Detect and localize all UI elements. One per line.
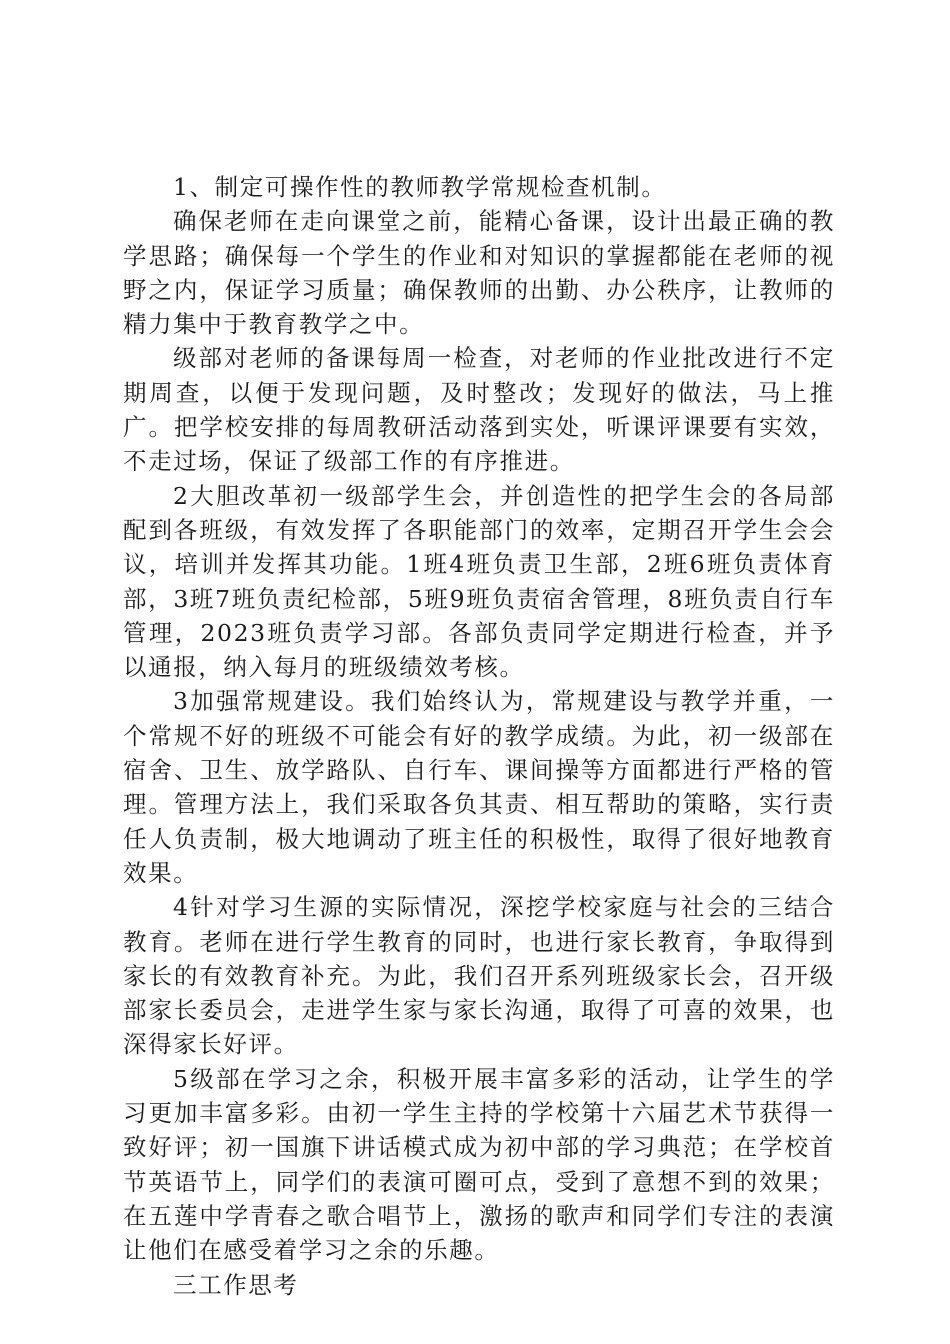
paragraph-checking-mechanism-heading: 1、制定可操作性的教师教学常规检查机制。: [173, 173, 667, 201]
section-heading-work-reflection: 三工作思考: [173, 1270, 299, 1299]
paragraph-activities: 5级部在学习之余，积极开展丰富多彩的活动，让学生的学习更加丰富多彩。由初一学生主持的学校第十六届艺术节获得一致好评；初一国旗下讲话模式成为初中部的学习典范；在学校首节英语节上，同学们的表演可圈可点，受到了意想不到的效果；在五莲中学青春之歌合唱节上，激扬的歌声和同学们专注的表演让他们在感受着学习之余的乐趣。: [123, 1064, 835, 1265]
paragraph-weekly-inspection: 级部对老师的备课每周一检查，对老师的作业批改进行不定期周查，以便于发现问题，及时整改；发现好的做法，马上推广。把学校安排的每周教研活动落到实处，听课评课要有实效，不走过场，保证了级部工作的有序推进。: [123, 344, 835, 476]
paragraph-routine-building: 3加强常规建设。我们始终认为，常规建设与教学并重，一个常规不好的班级不可能会有好的教学成绩。为此，初一级部在宿舍、卫生、放学路队、自行车、课间操等方面都进行严格的管理。管理方法上，我们采取各负其责、相互帮助的策略，实行责任人负责制，极大地调动了班主任的积极性，取得了很好地教育效果。: [123, 687, 835, 887]
paragraph-ensure-teachers: 确保老师在走向课堂之前，能精心备课，设计出最正确的教学思路；确保每一个学生的作业和对知识的掌握都能在老师的视野之内，保证学习质量；确保教师的出勤、办公秩序，让教师的精力集中于教育教学之中。: [123, 207, 835, 339]
document-body: [123, 170, 835, 1302]
paragraph-home-school-education: 4针对学习生源的实际情况，深挖学校家庭与社会的三结合教育。老师在进行学生教育的同时，也进行家长教育，争取得到家长的有效教育补充。为此，我们召开系列班级家长会，召开级部家长委员会，走进学生家与家长沟通，取得了可喜的效果，也深得家长好评。: [123, 893, 835, 1059]
paragraph-student-union-reform: 2大胆改革初一级部学生会，并创造性的把学生会的各局部配到各班级，有效发挥了各职能部门的效率，定期召开学生会会议，培训并发挥其功能。1班4班负责卫生部，2班6班负责体育部，3班7班负责纪检部，5班9班负责宿舍管理，8班负责自行车管理，2023班负责学习部。各部负责同学定期进行检查，并予以通报，纳入每月的班级绩效考核。: [123, 481, 835, 682]
